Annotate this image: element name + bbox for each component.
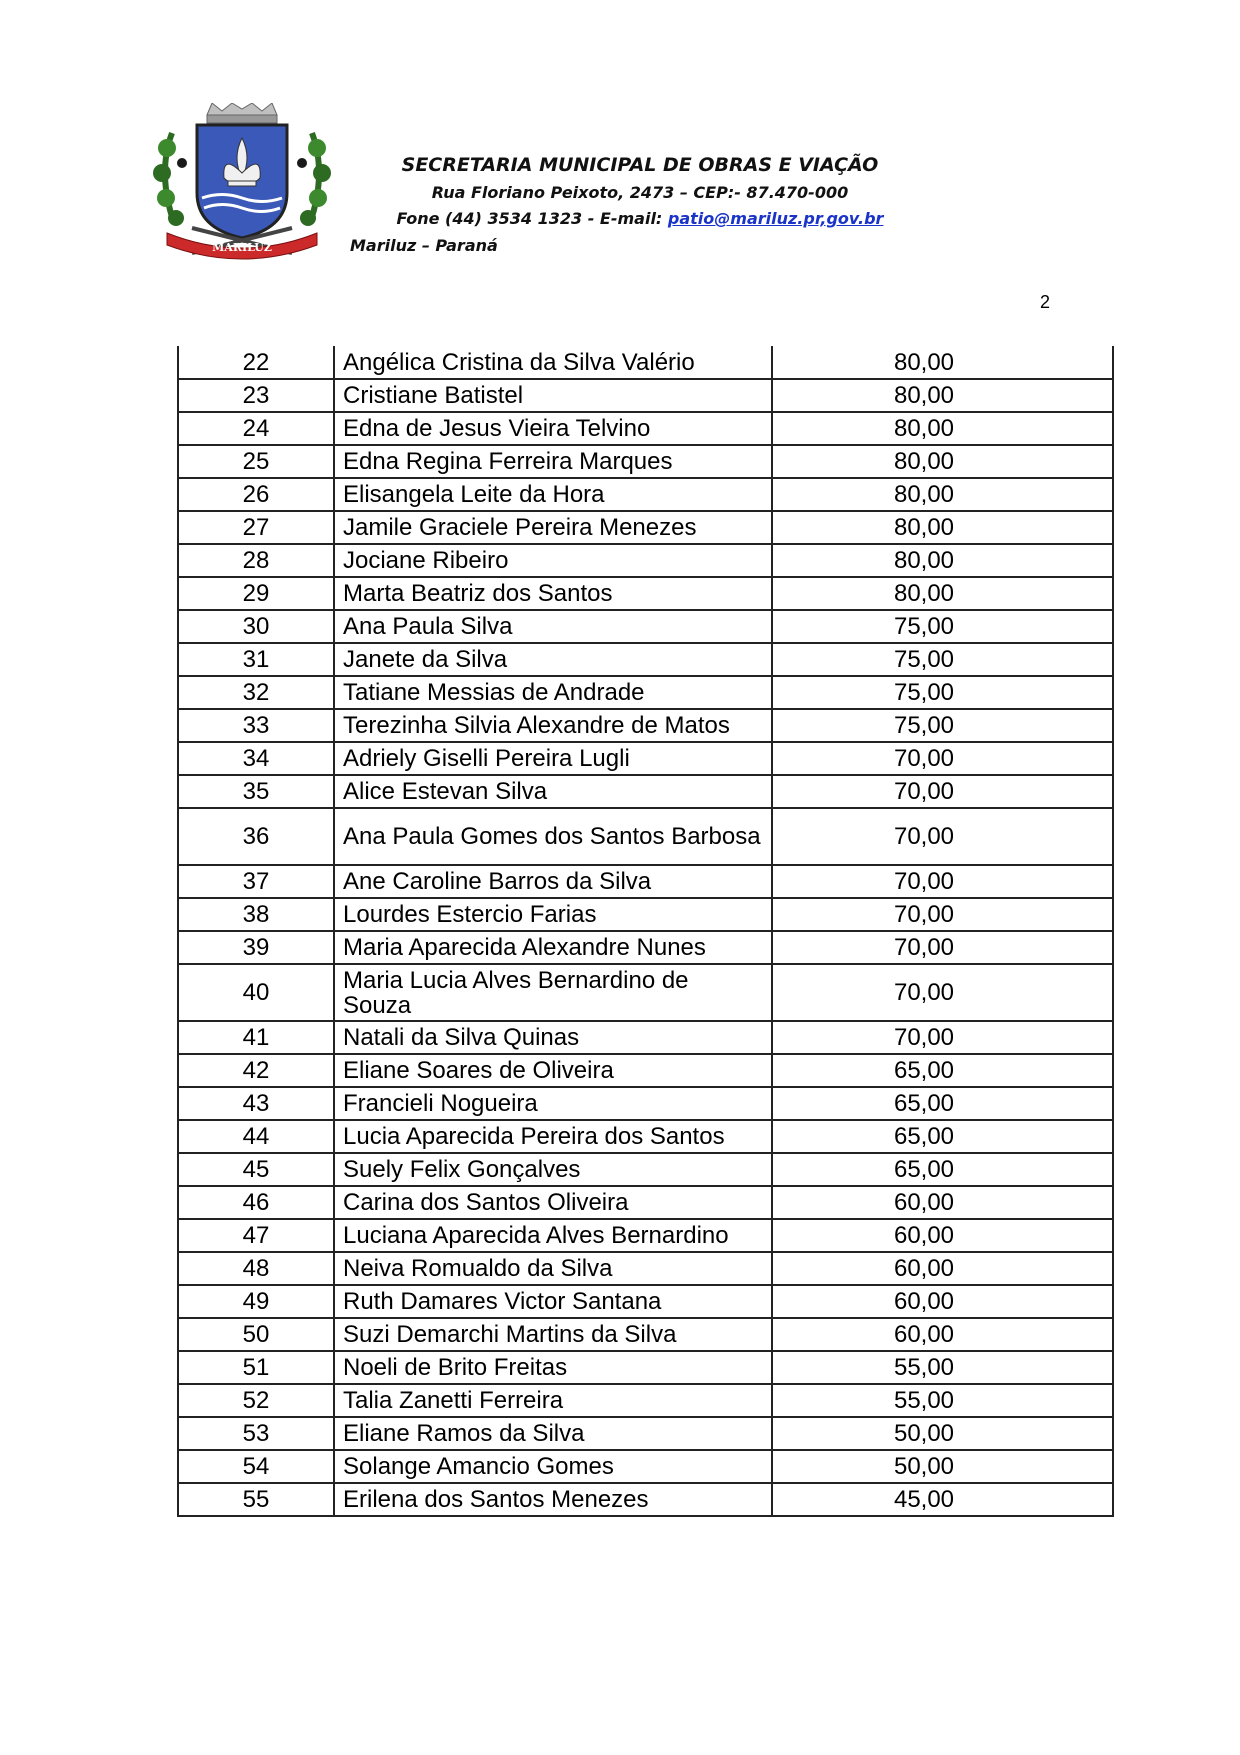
table-row — [178, 775, 1113, 808]
candidate-score: 60,00 — [772, 1252, 1113, 1285]
table-row — [178, 544, 1113, 577]
candidate-name: Alice Estevan Silva — [334, 775, 772, 808]
table-row — [178, 1483, 1113, 1516]
table-row — [178, 1318, 1113, 1351]
row-number: 40 — [178, 964, 334, 1021]
row-number: 39 — [178, 931, 334, 964]
candidate-score: 70,00 — [772, 742, 1113, 775]
candidate-score: 70,00 — [772, 1021, 1113, 1054]
table-row — [178, 1186, 1113, 1219]
candidate-score: 65,00 — [772, 1054, 1113, 1087]
candidate-name: Angélica Cristina da Silva Valério — [334, 346, 772, 379]
row-number: 53 — [178, 1417, 334, 1450]
row-number: 44 — [178, 1120, 334, 1153]
table-row — [178, 1285, 1113, 1318]
city-line: Mariluz – Paraná — [350, 236, 498, 255]
candidate-score: 60,00 — [772, 1186, 1113, 1219]
row-number: 55 — [178, 1483, 334, 1516]
row-number: 49 — [178, 1285, 334, 1318]
candidate-score: 55,00 — [772, 1351, 1113, 1384]
candidate-name: Terezinha Silvia Alexandre de Matos — [334, 709, 772, 742]
candidate-name: Solange Amancio Gomes — [334, 1450, 772, 1483]
table-row — [178, 577, 1113, 610]
candidate-name: Ana Paula Gomes dos Santos Barbosa — [334, 808, 772, 865]
table-row — [178, 346, 1113, 379]
row-number: 45 — [178, 1153, 334, 1186]
row-number: 47 — [178, 1219, 334, 1252]
candidate-score: 70,00 — [772, 931, 1113, 964]
row-number: 32 — [178, 676, 334, 709]
candidate-score: 75,00 — [772, 643, 1113, 676]
candidate-score: 45,00 — [772, 1483, 1113, 1516]
table-row — [178, 478, 1113, 511]
candidate-score: 60,00 — [772, 1318, 1113, 1351]
candidate-name: Ana Paula Silva — [334, 610, 772, 643]
candidate-name: Suely Felix Gonçalves — [334, 1153, 772, 1186]
candidate-name: Talia Zanetti Ferreira — [334, 1384, 772, 1417]
table-row — [178, 898, 1113, 931]
candidate-score: 50,00 — [772, 1417, 1113, 1450]
table-row — [178, 964, 1113, 1021]
candidate-score: 70,00 — [772, 964, 1113, 1021]
candidate-name: Elisangela Leite da Hora — [334, 478, 772, 511]
row-number: 35 — [178, 775, 334, 808]
table-row — [178, 1087, 1113, 1120]
row-number: 27 — [178, 511, 334, 544]
candidate-score: 80,00 — [772, 544, 1113, 577]
candidate-score: 70,00 — [772, 808, 1113, 865]
table-row — [178, 931, 1113, 964]
table-row — [178, 1384, 1113, 1417]
row-number: 41 — [178, 1021, 334, 1054]
candidate-score: 60,00 — [772, 1219, 1113, 1252]
row-number: 22 — [178, 346, 334, 379]
candidate-score: 55,00 — [772, 1384, 1113, 1417]
table-row — [178, 1351, 1113, 1384]
candidate-score: 80,00 — [772, 511, 1113, 544]
row-number: 28 — [178, 544, 334, 577]
candidate-score: 70,00 — [772, 898, 1113, 931]
email-link[interactable]: patio@mariluz.pr,gov.br — [667, 209, 884, 228]
department-title: SECRETARIA MUNICIPAL DE OBRAS E VIAÇÃO — [401, 154, 879, 176]
table-row — [178, 1219, 1113, 1252]
table-row — [178, 643, 1113, 676]
row-number: 52 — [178, 1384, 334, 1417]
candidate-name: Jociane Ribeiro — [334, 544, 772, 577]
candidate-name: Cristiane Batistel — [334, 379, 772, 412]
candidate-score: 65,00 — [772, 1120, 1113, 1153]
row-number: 50 — [178, 1318, 334, 1351]
row-number: 37 — [178, 865, 334, 898]
candidate-name: Edna Regina Ferreira Marques — [334, 445, 772, 478]
table-row — [178, 1450, 1113, 1483]
row-number: 51 — [178, 1351, 334, 1384]
table-row — [178, 676, 1113, 709]
candidate-name: Marta Beatriz dos Santos — [334, 577, 772, 610]
row-number: 24 — [178, 412, 334, 445]
row-number: 43 — [178, 1087, 334, 1120]
candidate-score: 75,00 — [772, 610, 1113, 643]
candidate-name: Erilena dos Santos Menezes — [334, 1483, 772, 1516]
results-table — [177, 346, 1114, 1517]
candidate-name: Neiva Romualdo da Silva — [334, 1252, 772, 1285]
candidate-name: Francieli Nogueira — [334, 1087, 772, 1120]
candidate-score: 80,00 — [772, 478, 1113, 511]
candidate-name: Lourdes Estercio Farias — [334, 898, 772, 931]
candidate-score: 50,00 — [772, 1450, 1113, 1483]
row-number: 25 — [178, 445, 334, 478]
row-number: 36 — [178, 808, 334, 865]
candidate-name: Jamile Graciele Pereira Menezes — [334, 511, 772, 544]
row-number: 42 — [178, 1054, 334, 1087]
candidate-name: Carina dos Santos Oliveira — [334, 1186, 772, 1219]
candidate-score: 65,00 — [772, 1087, 1113, 1120]
table-row — [178, 1120, 1113, 1153]
candidate-name: Maria Lucia Alves Bernardino de Souza — [334, 964, 772, 1021]
candidate-score: 80,00 — [772, 379, 1113, 412]
candidate-name: Luciana Aparecida Alves Bernardino — [334, 1219, 772, 1252]
candidate-score: 65,00 — [772, 1153, 1113, 1186]
table-row — [178, 742, 1113, 775]
page-number: 2 — [1040, 292, 1051, 312]
candidate-score: 75,00 — [772, 709, 1113, 742]
row-number: 54 — [178, 1450, 334, 1483]
candidate-score: 70,00 — [772, 865, 1113, 898]
row-number: 26 — [178, 478, 334, 511]
candidate-name: Ane Caroline Barros da Silva — [334, 865, 772, 898]
candidate-name: Natali da Silva Quinas — [334, 1021, 772, 1054]
candidate-score: 75,00 — [772, 676, 1113, 709]
table-row — [178, 808, 1113, 865]
table-row — [178, 511, 1113, 544]
table-row — [178, 1054, 1113, 1087]
row-number: 31 — [178, 643, 334, 676]
candidate-name: Noeli de Brito Freitas — [334, 1351, 772, 1384]
candidate-name: Maria Aparecida Alexandre Nunes — [334, 931, 772, 964]
row-number: 23 — [178, 379, 334, 412]
candidate-score: 60,00 — [772, 1285, 1113, 1318]
candidate-name: Janete da Silva — [334, 643, 772, 676]
row-number: 30 — [178, 610, 334, 643]
phone-text: Fone (44) 3534 1323 - E-mail: — [396, 209, 668, 228]
candidate-name: Edna de Jesus Vieira Telvino — [334, 412, 772, 445]
row-number: 38 — [178, 898, 334, 931]
table-row — [178, 1021, 1113, 1054]
candidate-score: 70,00 — [772, 775, 1113, 808]
table-row — [178, 1252, 1113, 1285]
row-number: 33 — [178, 709, 334, 742]
table-row — [178, 709, 1113, 742]
row-number: 48 — [178, 1252, 334, 1285]
candidate-score: 80,00 — [772, 445, 1113, 478]
table-row — [178, 610, 1113, 643]
candidate-name: Eliane Soares de Oliveira — [334, 1054, 772, 1087]
svg-text:MARILUZ: MARILUZ — [212, 241, 272, 254]
table-row — [178, 379, 1113, 412]
table-row — [178, 1417, 1113, 1450]
candidate-name: Ruth Damares Victor Santana — [334, 1285, 772, 1318]
candidate-name: Lucia Aparecida Pereira dos Santos — [334, 1120, 772, 1153]
municipal-coat-of-arms-logo — [152, 103, 332, 263]
candidate-score: 80,00 — [772, 346, 1113, 379]
candidate-name: Eliane Ramos da Silva — [334, 1417, 772, 1450]
table-row — [178, 865, 1113, 898]
candidate-score: 80,00 — [772, 577, 1113, 610]
candidate-name: Suzi Demarchi Martins da Silva — [334, 1318, 772, 1351]
row-number: 34 — [178, 742, 334, 775]
candidate-name: Tatiane Messias de Andrade — [334, 676, 772, 709]
candidate-name: Adriely Giselli Pereira Lugli — [334, 742, 772, 775]
table-row — [178, 1153, 1113, 1186]
row-number: 46 — [178, 1186, 334, 1219]
contact-line — [360, 209, 920, 228]
row-number: 29 — [178, 577, 334, 610]
candidate-score: 80,00 — [772, 412, 1113, 445]
address-line: Rua Floriano Peixoto, 2473 – CEP:- 87.470-000 — [431, 183, 849, 202]
table-row — [178, 412, 1113, 445]
table-row — [178, 445, 1113, 478]
